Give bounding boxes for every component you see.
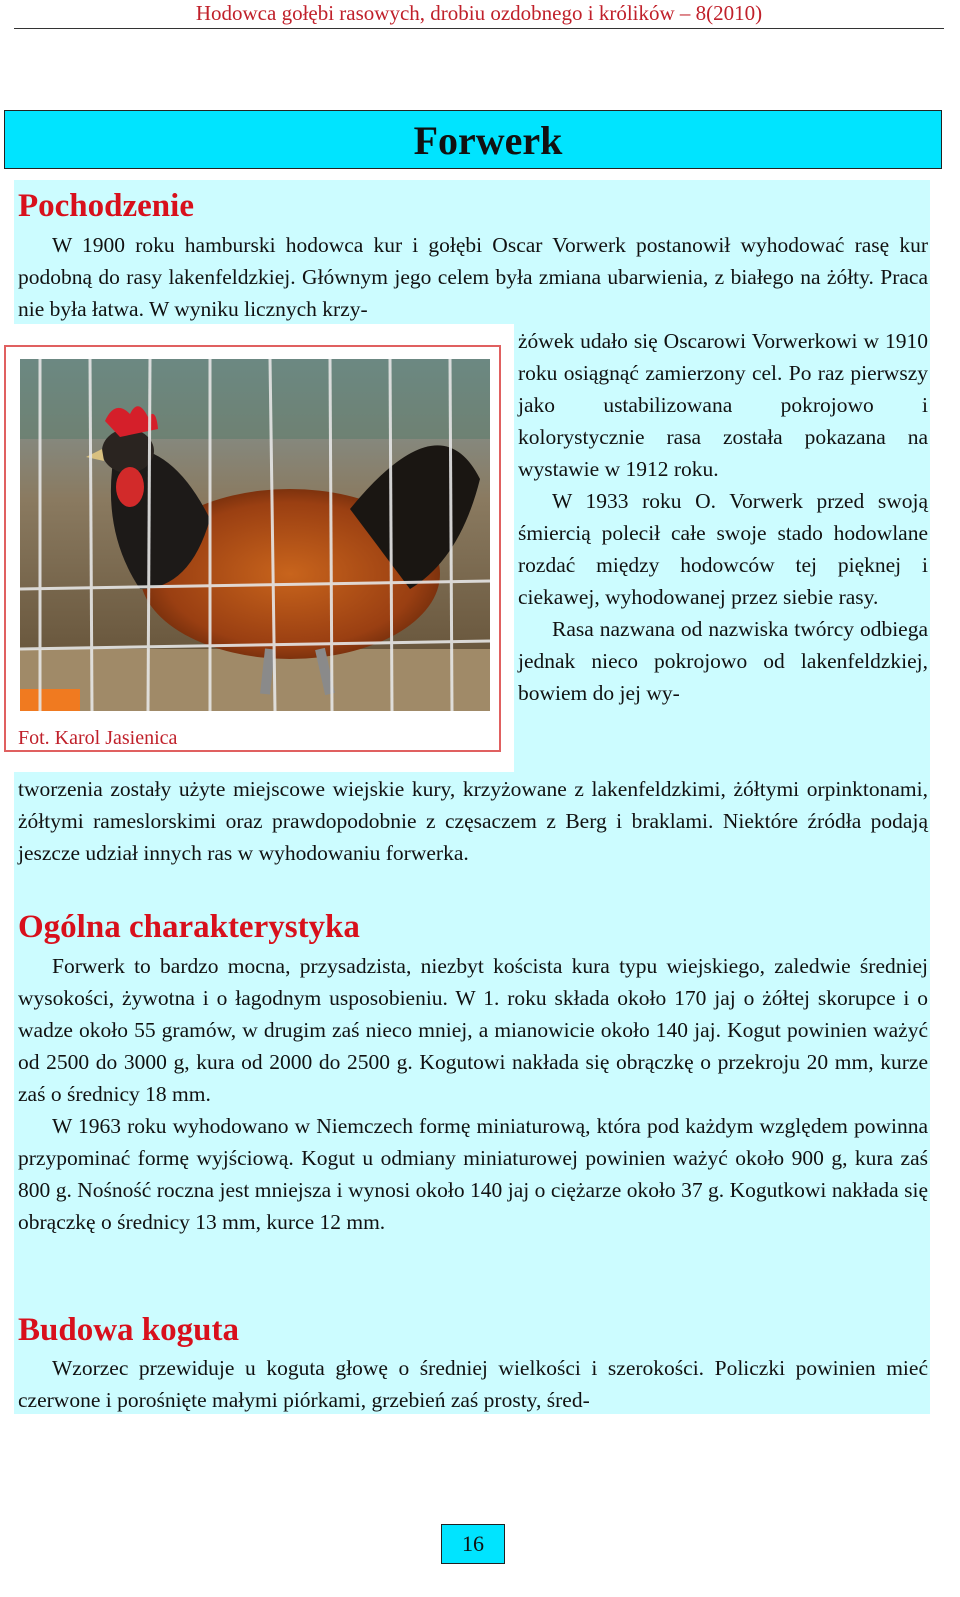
rooster-photo	[20, 359, 490, 711]
heading-budowa-koguta: Budowa koguta	[18, 1312, 239, 1348]
rooster-illustration	[20, 359, 490, 711]
paragraph-pochodzenie-1: W 1900 roku hamburski hodowca kur i gołębi Oscar Vorwerk postanowił wyhodować rasę kur podobną do rasy lakenfeldzkiej. Głównym jego celem była zmiana ubarwienia, z białego na żółty. Praca nie była łatwa. W wyniku licznych krzy-	[18, 233, 928, 321]
photo-frame	[4, 345, 501, 752]
page-number: 16	[441, 1524, 505, 1564]
heading-ogolna-charakterystyka: Ogólna charakterystyka	[18, 909, 360, 945]
paragraph-budowa: Wzorzec przewiduje u koguta głowę o średniej wielkości i szerokości. Policzki powinien mieć czerwone i porośnięte małymi piórkami, grzebień zaś prosty, śred-	[18, 1356, 928, 1412]
running-header: Hodowca gołębi rasowych, drobiu ozdobnego i królików – 8(2010)	[14, 0, 944, 29]
paragraph-pochodzenie-side: żówek udało się Oscarowi Vorwerkowi w 1910 roku osiągnąć zamierzony cel. Po raz pierwszy jako ustabilizowana pokrojowo i kolorystycznie rasa została pokazana na wystawie w 1912 roku. W 1933 roku O. Vorwerk przed swoją śmiercią polecił całe swoje stado hodowlane rozdać między hodowców tej pięknej i ciekawej, wyhodowanej przez siebie rasy. Rasa nazwana od nazwiska twórcy odbiega jednak nieco pokrojowo od lakenfeldzkiej, bowiem do jej wy-	[518, 329, 928, 705]
title-band	[4, 110, 942, 169]
paragraph-ogolna: Forwerk to bardzo mocna, przysadzista, niezbyt koścista kura typu wiejskiego, zaledwie średniej wysokości, żywotna i o łagodnym usposobieniu. W 1. roku składa około 170 jaj o żółtej skorupce i o wadze około 55 gramów, w drugim zaś nieco mniej, a mianowicie około 140 jaj. Kogut powinien ważyć od 2500 do 3000 g, kura od 2000 do 2500 g. Kogutowi nakłada się obrączkę o przekroju 20 mm, kurze zaś o średnicy 18 mm. W 1963 roku wyhodowano w Niemczech formę miniaturową, która pod każdym względem powinna przypominać formę wyjściową. Kogut u odmiany miniaturowej powinien ważyć około 900 g, kura zaś 800 g. Nośność roczna jest mniejsza i wynosi około 140 jaj o ciężarze około 37 g. Kogutkowi nakłada się obrączkę o średnicy 13 mm, kurce 12 mm.	[18, 954, 928, 1234]
paragraph-pochodzenie-cont: tworzenia zostały użyte miejscowe wiejskie kury, krzyżowane z lakenfeldzkimi, żółtymi orpinktonami, żółtymi rameslorskimi oraz prawdopodobnie z częsaczem z Berg i braklami. Niektóre źródła podają jeszcze udział innych ras w wyhodowaniu forwerka.	[18, 777, 928, 865]
photo-caption: Fot. Karol Jasienica	[18, 727, 178, 749]
article-title: Forwerk	[413, 118, 563, 163]
heading-pochodzenie: Pochodzenie	[18, 188, 194, 224]
